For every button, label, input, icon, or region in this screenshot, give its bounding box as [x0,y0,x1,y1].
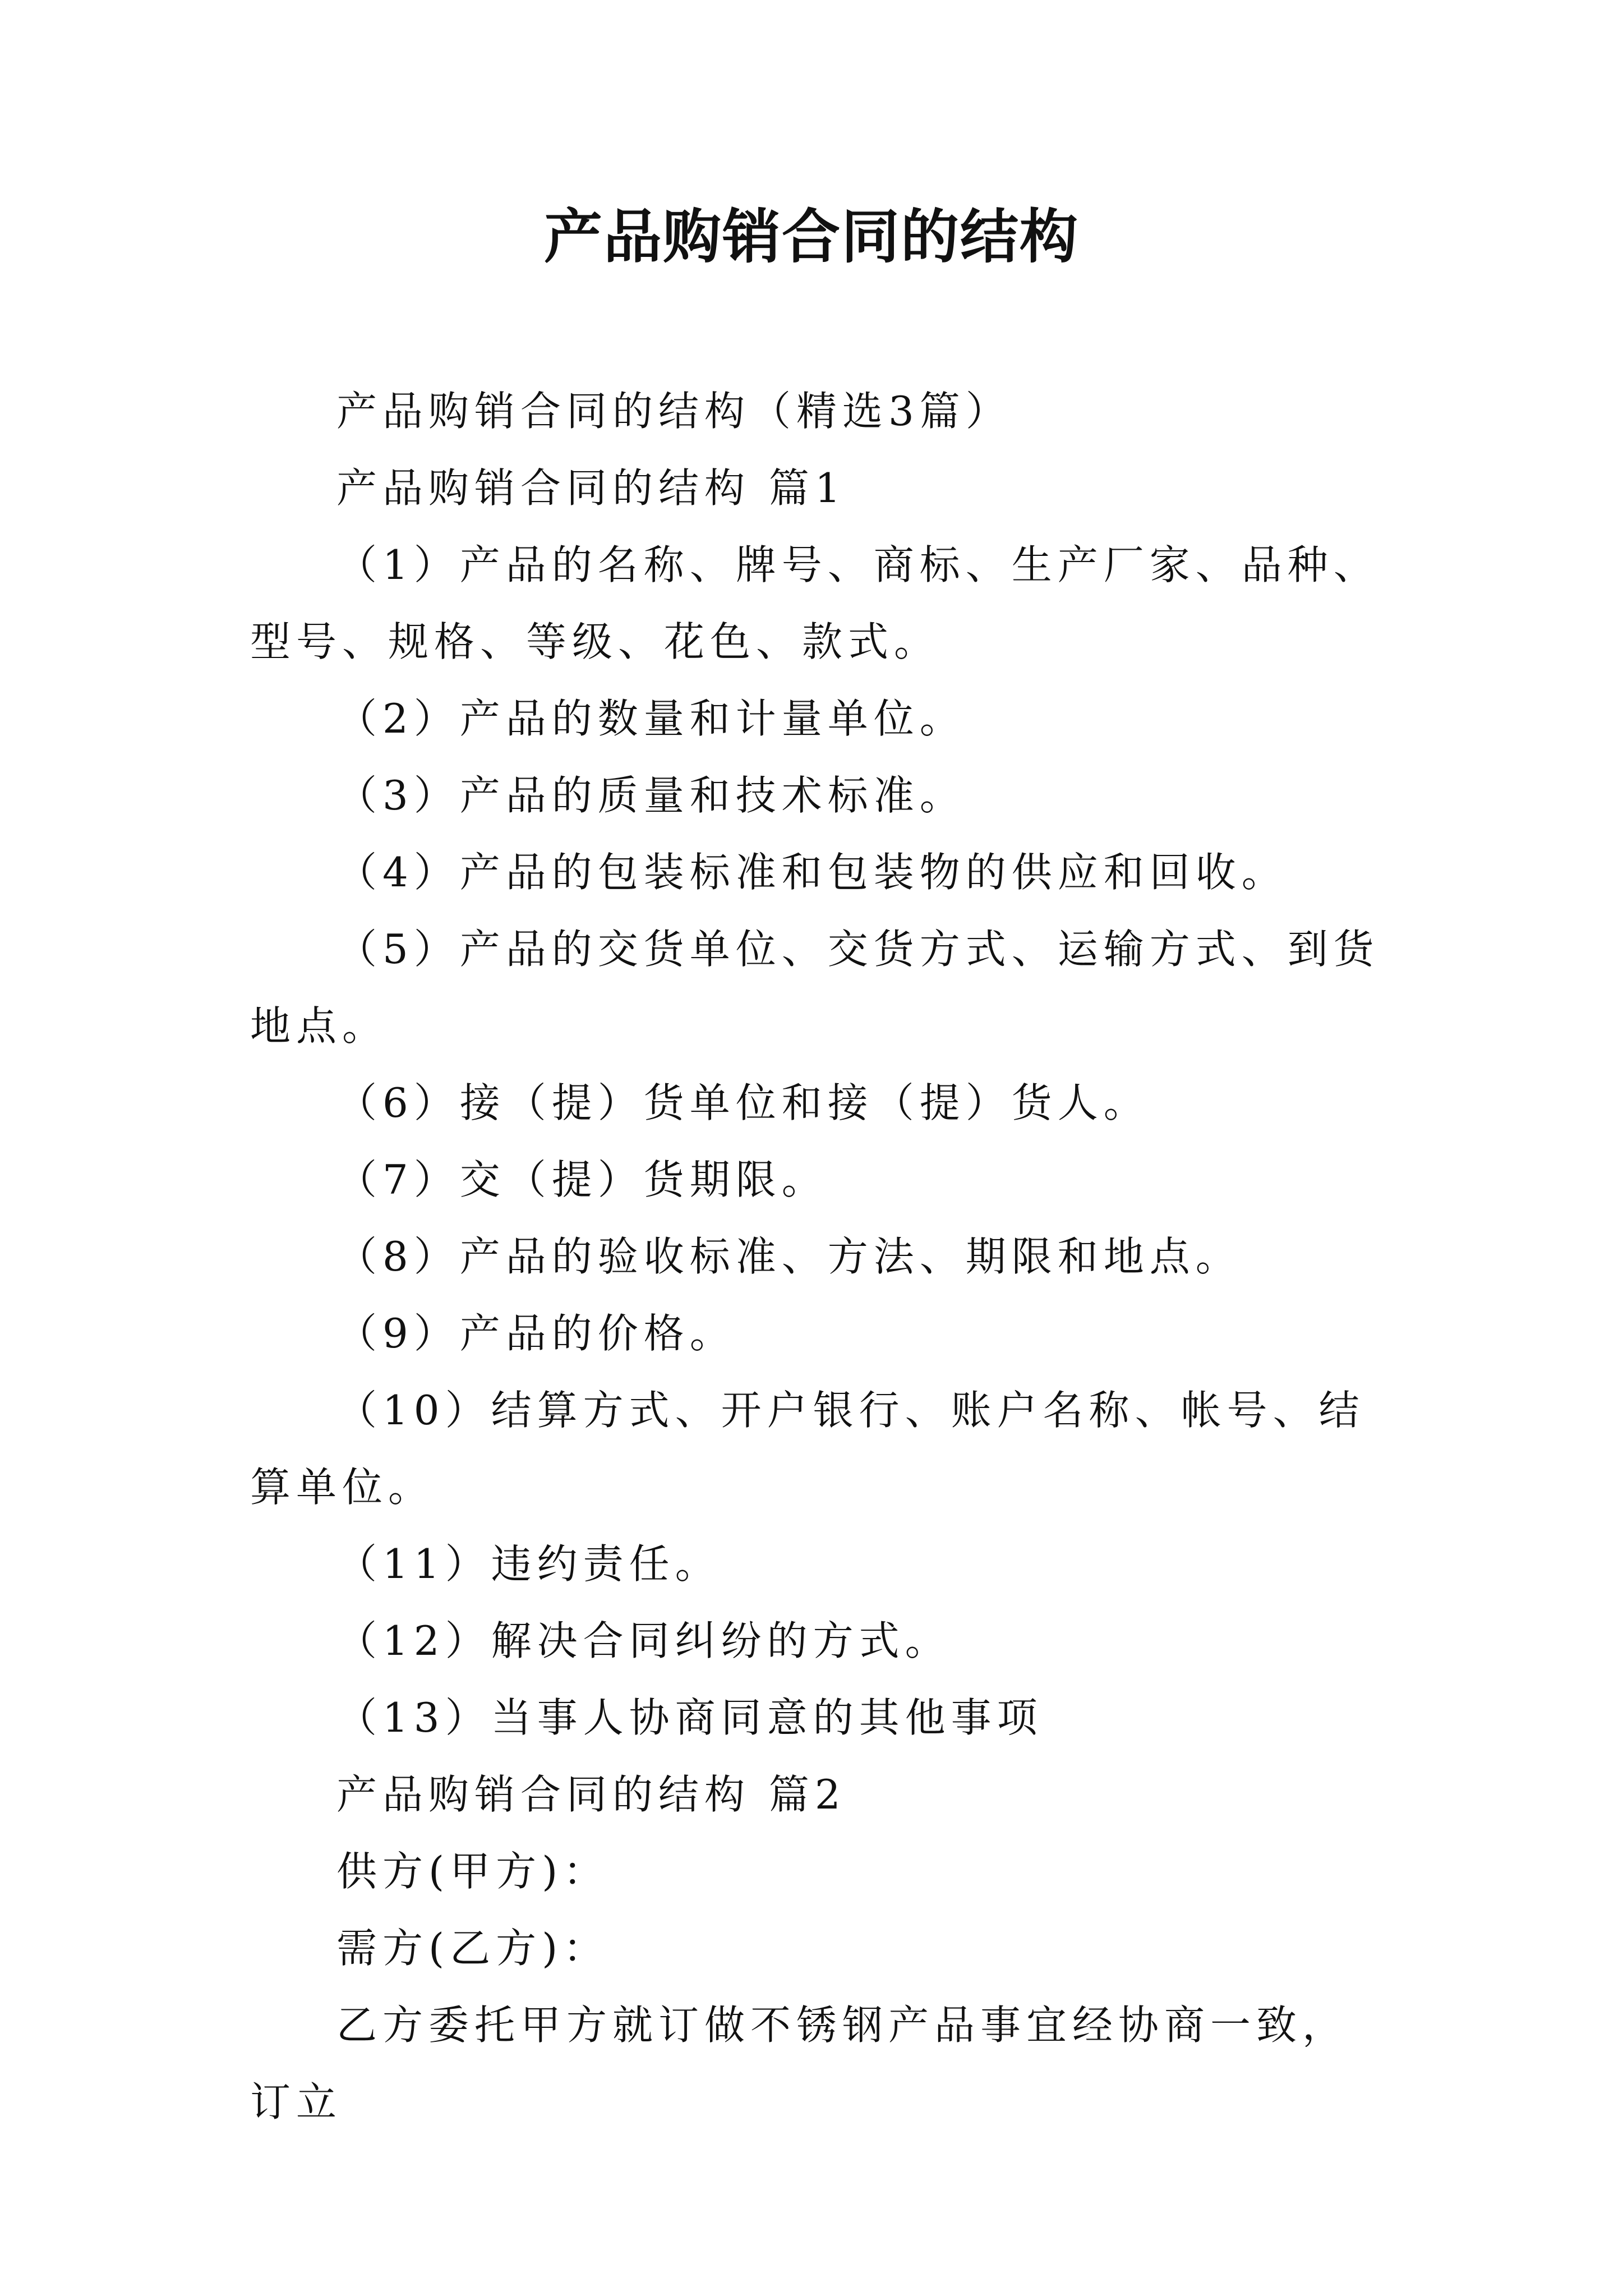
section-heading-part-2: 产品购销合同的结构 篇2 [336,1771,846,1818]
list-item-9: （9）产品的价格。 [336,1310,736,1357]
list-item-5: （5）产品的交货单位、交货方式、运输方式、到货地点。 [250,926,1380,1050]
list-item-1: （1）产品的名称、牌号、商标、生产厂家、品种、型号、规格、等级、花色、款式。 [250,541,1380,665]
list-item-11: （11）违约责任。 [336,1540,721,1588]
list-item-13: （13）当事人协商同意的其他事项 [336,1694,1043,1741]
buyer-party-line: 需方(乙方)： [336,1925,610,1972]
section-heading-part-1: 产品购销合同的结构 篇1 [336,464,846,512]
document-body [250,373,1389,2141]
supplier-party-line: 供方(甲方)： [336,1848,610,1895]
agreement-intro-paragraph: 乙方委托甲方就订做不锈钢产品事宜经协商一致，订立 [250,2001,1349,2125]
list-item-2: （2）产品的数量和计量单位。 [336,695,966,742]
list-item-10: （10）结算方式、开户银行、账户名称、帐号、结算单位。 [250,1387,1365,1511]
list-item-4: （4）产品的包装标准和包装物的供应和回收。 [336,849,1288,896]
list-item-6: （6）接（提）货单位和接（提）货人。 [336,1079,1150,1126]
document-title: 产品购销合同的结构 [543,203,1079,271]
list-item-7: （7）交（提）货期限。 [336,1156,828,1203]
paragraph-collection-heading: 产品购销合同的结构（精选3篇） [336,388,1012,435]
list-item-8: （8）产品的验收标准、方法、期限和地点。 [336,1233,1242,1280]
list-item-3: （3）产品的质量和技术标准。 [336,772,966,819]
list-item-12: （12）解决合同纠纷的方式。 [336,1617,951,1664]
